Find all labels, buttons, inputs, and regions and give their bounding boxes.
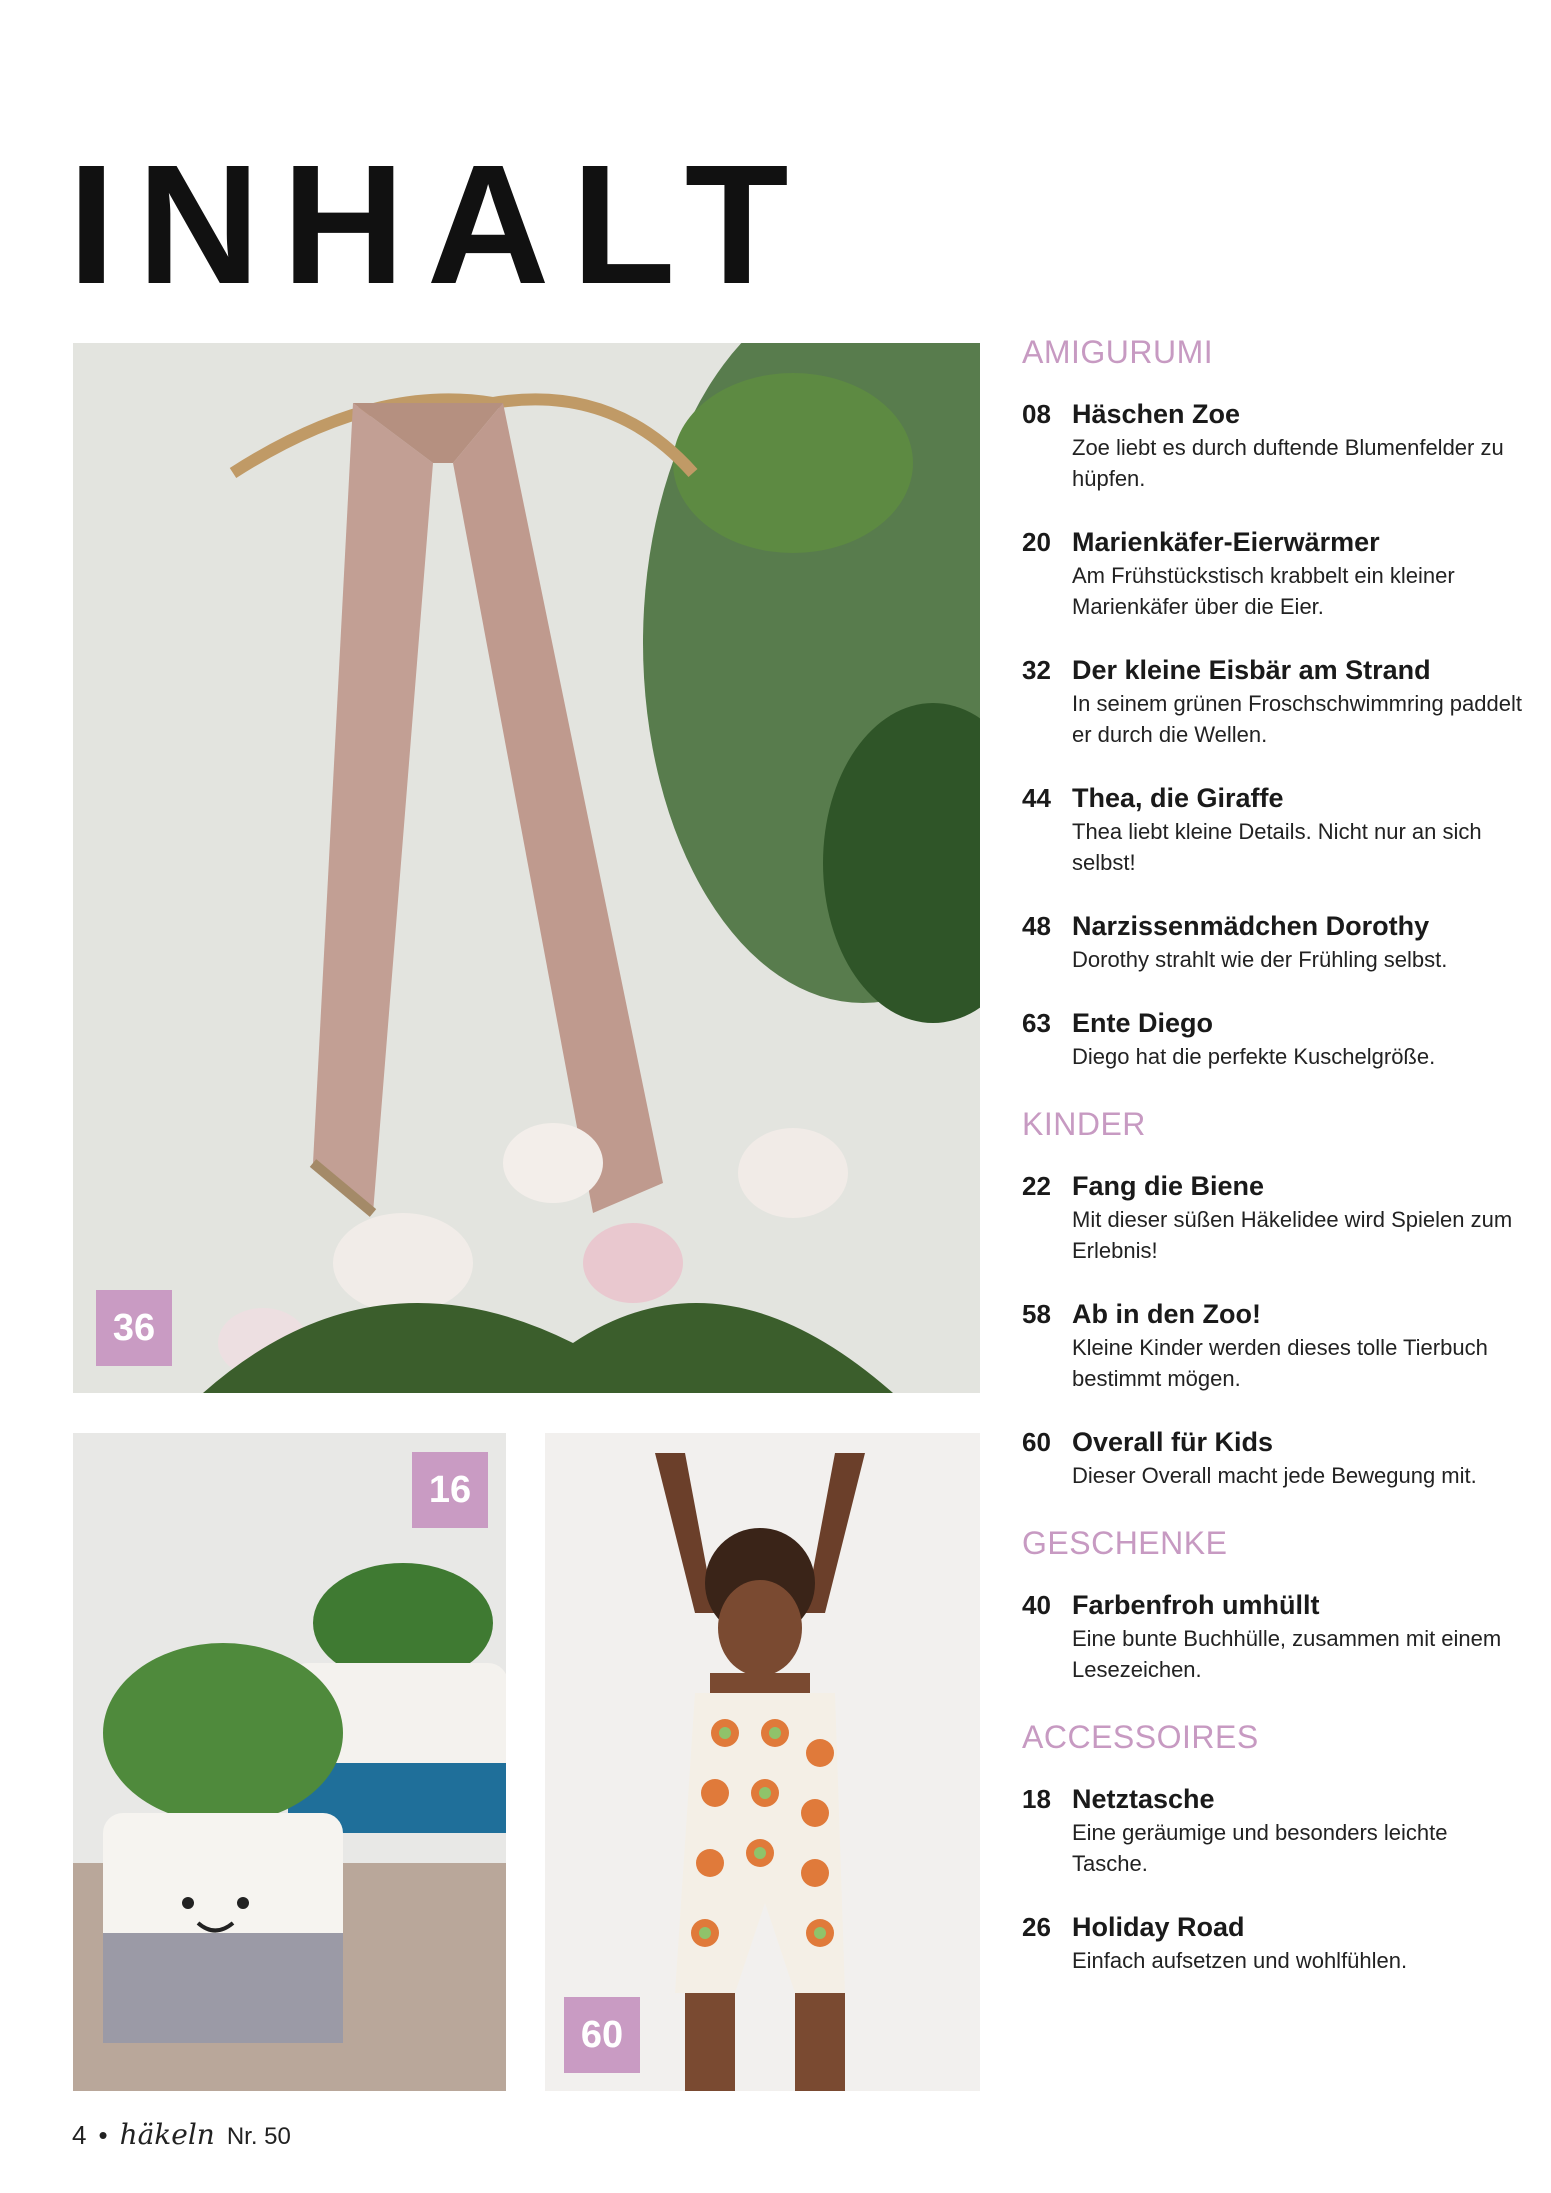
magazine-brand: häkeln	[119, 2118, 215, 2151]
entry-body	[1072, 524, 1522, 622]
page-title: INHALT	[68, 130, 811, 320]
entry-page-number: 08	[1022, 399, 1051, 429]
entry-description: In seinem grünen Froschschwimmring paddelt er durch die Wellen.	[1072, 691, 1522, 747]
entry-page-number: 26	[1022, 1912, 1051, 1942]
toc-entry[interactable]	[1022, 1296, 1522, 1394]
entry-body	[1072, 1587, 1522, 1685]
entry-title: Der kleine Eisbär am Strand	[1072, 655, 1431, 685]
section-title: ACCESSOIRES	[1022, 1719, 1259, 1755]
entry-description: Eine geräumige und besonders leichte Tasche.	[1072, 1820, 1448, 1876]
entry-description: Dieser Overall macht jede Bewegung mit.	[1072, 1463, 1477, 1488]
entry-page-number: 40	[1022, 1590, 1051, 1620]
entry-body	[1072, 652, 1522, 750]
toc-section-geschenke	[1022, 1521, 1522, 1685]
entry-description: Kleine Kinder werden dieses tolle Tierbuch bestimmt mögen.	[1072, 1335, 1488, 1391]
entry-body	[1072, 908, 1522, 975]
entry-title: Ab in den Zoo!	[1072, 1299, 1261, 1329]
toc-section-amigurumi	[1022, 330, 1522, 1072]
entry-title: Farbenfroh umhüllt	[1072, 1590, 1320, 1620]
page-badge-36[interactable]: 36	[96, 1290, 172, 1366]
entry-description: Eine bunte Buchhülle, zusammen mit einem Lesezeichen.	[1072, 1626, 1502, 1682]
toc-entry[interactable]	[1022, 1909, 1522, 1976]
table-of-contents	[1022, 330, 1522, 2006]
entry-body	[1072, 396, 1522, 494]
entry-description: Dorothy strahlt wie der Frühling selbst.	[1072, 947, 1448, 972]
entry-body	[1072, 1909, 1522, 1976]
toc-entry[interactable]	[1022, 1424, 1522, 1491]
entry-body	[1072, 780, 1522, 878]
section-title: GESCHENKE	[1022, 1525, 1228, 1561]
entry-title: Ente Diego	[1072, 1008, 1214, 1038]
toc-entry[interactable]	[1022, 1005, 1522, 1072]
photo-plant-pots[interactable]	[73, 1433, 506, 2091]
entry-body	[1072, 1005, 1522, 1072]
entry-page-number: 18	[1022, 1784, 1051, 1814]
entry-title: Marienkäfer-Eierwärmer	[1072, 527, 1380, 557]
entry-title: Overall für Kids	[1072, 1427, 1274, 1457]
entry-title: Holiday Road	[1072, 1912, 1245, 1942]
entry-page-number: 48	[1022, 911, 1051, 941]
toc-entry[interactable]	[1022, 1587, 1522, 1685]
footer-separator: •	[98, 2120, 108, 2150]
entry-page-number: 22	[1022, 1171, 1051, 1201]
entry-title: Häschen Zoe	[1072, 399, 1241, 429]
plant-pots-illustration	[73, 1433, 506, 2091]
scarf-illustration	[73, 343, 980, 1393]
section-title: KINDER	[1022, 1106, 1146, 1142]
entry-body	[1072, 1424, 1522, 1491]
toc-entry[interactable]	[1022, 1168, 1522, 1266]
page-footer	[72, 2118, 291, 2151]
entry-title: Netztasche	[1072, 1784, 1215, 1814]
entry-body	[1072, 1781, 1522, 1879]
toc-entry[interactable]	[1022, 1781, 1522, 1879]
entry-body	[1072, 1168, 1522, 1266]
entry-page-number: 20	[1022, 527, 1051, 557]
page-badge-16[interactable]: 16	[412, 1452, 488, 1528]
entry-title: Fang die Biene	[1072, 1171, 1265, 1201]
entry-description: Diego hat die perfekte Kuschelgröße.	[1072, 1044, 1436, 1069]
photo-child-overall[interactable]	[545, 1433, 980, 2091]
toc-entry[interactable]	[1022, 780, 1522, 878]
entry-description: Thea liebt kleine Details. Nicht nur an sich selbst!	[1072, 819, 1482, 875]
photo-scarf[interactable]	[73, 343, 980, 1393]
entry-title: Narzissenmädchen Dorothy	[1072, 911, 1430, 941]
toc-section-kinder	[1022, 1102, 1522, 1491]
entry-page-number: 32	[1022, 655, 1051, 685]
toc-entry[interactable]	[1022, 524, 1522, 622]
entry-page-number: 63	[1022, 1008, 1051, 1038]
page-number: 4	[72, 2120, 87, 2150]
toc-entry[interactable]	[1022, 908, 1522, 975]
entry-page-number: 44	[1022, 783, 1051, 813]
toc-entry[interactable]	[1022, 396, 1522, 494]
entry-body	[1072, 1296, 1522, 1394]
entry-description: Einfach aufsetzen und wohlfühlen.	[1072, 1948, 1408, 1973]
entry-description: Am Frühstückstisch krabbelt ein kleiner Marienkäfer über die Eier.	[1072, 563, 1455, 619]
entry-title: Thea, die Giraffe	[1072, 783, 1284, 813]
entry-description: Zoe liebt es durch duftende Blumenfelder zu hüpfen.	[1072, 435, 1504, 491]
section-title: AMIGURUMI	[1022, 334, 1214, 370]
page-badge-60[interactable]: 60	[564, 1997, 640, 2073]
issue-number: Nr. 50	[226, 2123, 291, 2150]
entry-page-number: 58	[1022, 1299, 1051, 1329]
entry-description: Mit dieser süßen Häkelidee wird Spielen zum Erlebnis!	[1072, 1207, 1513, 1263]
entry-page-number: 60	[1022, 1427, 1051, 1457]
toc-section-accessoires	[1022, 1715, 1522, 1976]
child-illustration	[545, 1433, 980, 2091]
toc-entry[interactable]	[1022, 652, 1522, 750]
